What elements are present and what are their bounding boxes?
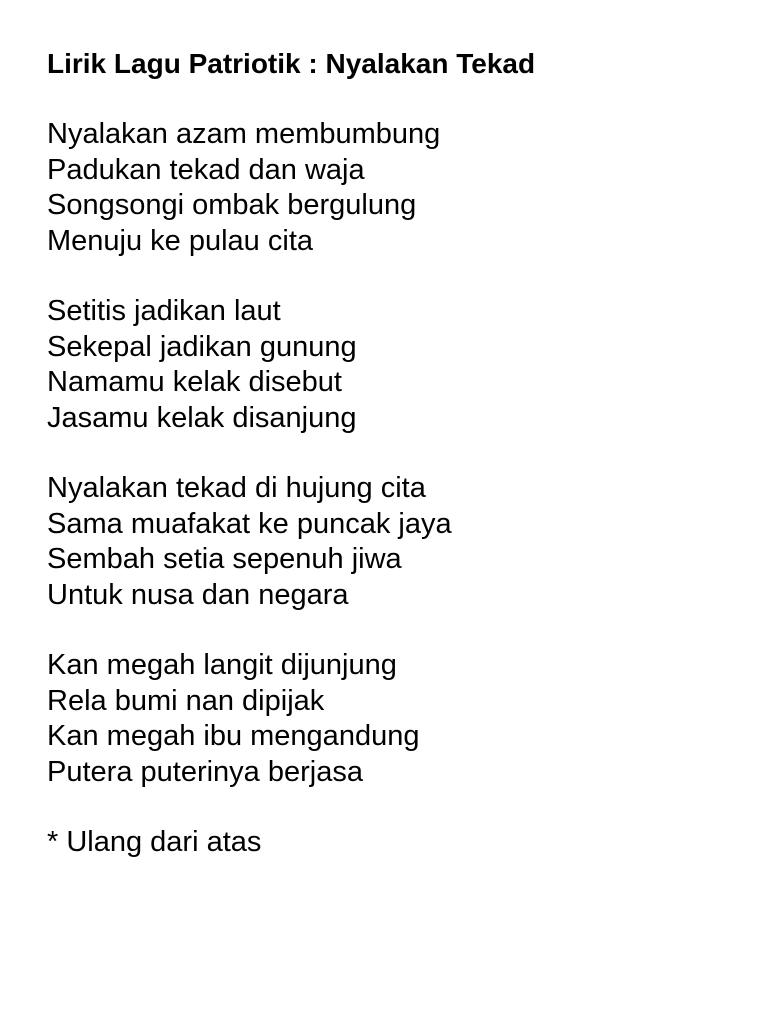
stanza-2 <box>47 294 747 436</box>
lyric-line: Rela bumi nan dipijak <box>47 684 325 717</box>
song-title: Lirik Lagu Patriotik : Nyalakan Tekad <box>47 48 536 79</box>
stanza-1 <box>47 117 747 259</box>
lyric-line: Putera puterinya berjasa <box>47 755 363 788</box>
lyric-line: Untuk nusa dan negara <box>47 578 349 611</box>
lyrics-document <box>47 46 747 890</box>
lyric-line: Nyalakan azam membumbung <box>47 118 441 150</box>
lyric-line: Jasamu kelak disanjung <box>47 401 357 434</box>
stanza-4 <box>47 648 747 790</box>
lyric-line: Setitis jadikan laut <box>47 295 281 327</box>
lyric-line: Kan megah ibu mengandung <box>47 720 420 752</box>
lyric-line: Sembah setia sepenuh jiwa <box>47 543 402 575</box>
lyric-line: Nyalakan tekad di hujung cita <box>47 472 426 504</box>
lyric-line: Namamu kelak disebut <box>47 366 342 398</box>
lyric-line: Padukan tekad dan waja <box>47 153 365 186</box>
repeat-note: * Ulang dari atas <box>47 826 262 858</box>
stanza-3 <box>47 471 747 613</box>
lyric-line: Sekepal jadikan gunung <box>47 330 357 363</box>
lyric-line: Songsongi ombak bergulung <box>47 189 417 221</box>
lyric-line: Sama muafakat ke puncak jaya <box>47 507 452 540</box>
lyric-line: Kan megah langit dijunjung <box>47 649 397 681</box>
lyric-line: Menuju ke pulau cita <box>47 224 313 257</box>
